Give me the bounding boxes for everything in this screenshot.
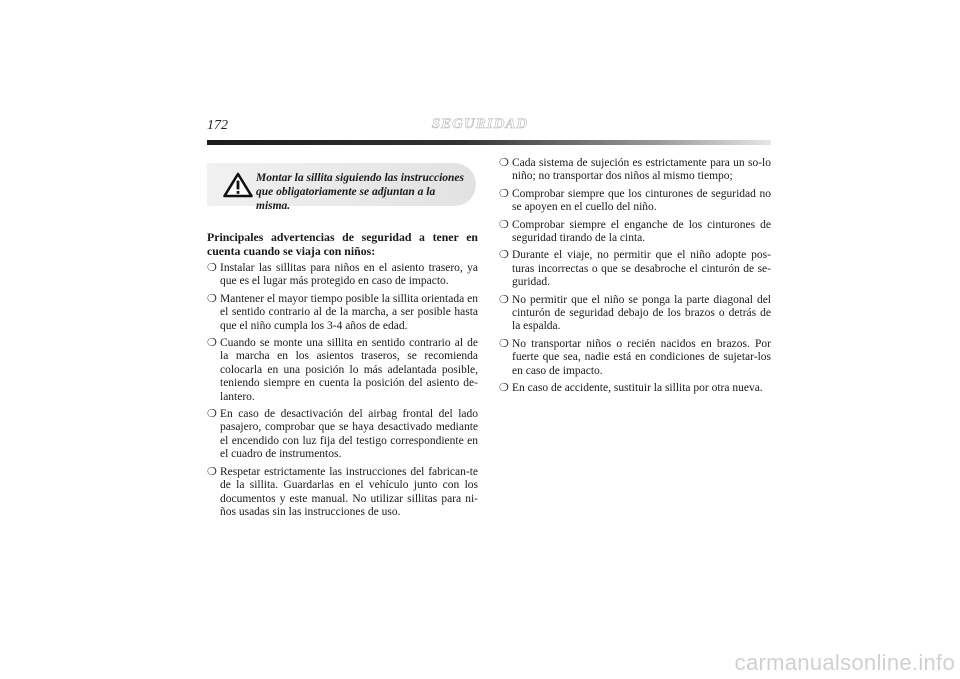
bullet-icon: ❍ [499,293,509,306]
bullet-icon: ❍ [207,337,217,350]
bullet-icon: ❍ [207,465,217,478]
left-column [207,230,478,523]
list-item [207,466,478,520]
list-item-text: Comprobar siempre el enganche de los cinturones de seguridad tirando de la cinta. [512,218,771,245]
list-item-text: No transportar niños o recién nacidos en brazos. Por fuerte que sea, nadie está en condiciones de sujetar-los en caso de impacto. [512,337,771,377]
list-item-text: En caso de desactivación del airbag frontal del lado pasajero, comprobar que se haya desactivado mediante el encendido con luz fija del testigo correspondiente en el cuadro de instrumentos. [220,408,478,461]
right-bullet-list [499,157,771,396]
bullet-icon: ❍ [499,382,509,395]
bullet-icon: ❍ [207,408,217,421]
section-title: SEGURIDAD [431,116,529,132]
list-item-text: Respetar estrictamente las instrucciones del fabrican-te de la sillita. Guardarlas en el vehículo junto con los documentos y este manual. No utilizar sillitas para ni-ños usadas sin las instrucciones de uso. [220,465,478,518]
list-item [207,408,478,462]
list-item [499,157,771,184]
list-item [499,188,771,215]
bullet-icon: ❍ [499,157,509,169]
warning-triangle-icon [223,172,253,198]
bullet-icon: ❍ [499,218,509,231]
list-item-text: No permitir que el niño se ponga la parte diagonal del cinturón de seguridad debajo de los brazos o detrás de la espalda. [512,293,771,333]
list-item [499,294,771,334]
bullet-icon: ❍ [499,187,509,200]
list-item-text: Cuando se monte una sillita en sentido contrario al de la marcha en los asientos traseros, se recomienda colocarla en una posición lo más adelantada posible, teniendo siempre en cuenta la posición del asiento de-lantero. [220,337,478,403]
bullet-icon: ❍ [207,262,217,274]
bullet-icon: ❍ [207,292,217,305]
list-item [499,338,771,378]
header-rule [207,140,771,145]
list-item-text: Instalar las sillitas para niños en el asiento trasero, ya que es el lugar más protegido en caso de impacto. [220,262,478,288]
left-bullet-list [207,262,478,519]
bullet-icon: ❍ [499,249,509,262]
list-item-text: Comprobar siempre que los cinturones de seguridad no se apoyen en el cuello del niño. [512,187,771,214]
bullet-icon: ❍ [499,337,509,350]
list-item [207,293,478,333]
list-item [499,382,771,395]
list-item-text: Durante el viaje, no permitir que el niño adopte pos-turas incorrectas o que se desabroche el cinturón de se-guridad. [512,249,771,289]
watermark: carmanualsonline.info [734,650,955,675]
list-item [207,262,478,289]
list-item [499,249,771,289]
section-subheading: Principales advertencias de seguridad a tener en cuenta cuando se viaja con niños: [207,230,478,258]
list-item-text: Mantener el mayor tiempo posible la sillita orientada en el sentido contrario al de la marcha, a ser posible hasta que el niño cumpla los 3-4 años de edad. [220,292,478,332]
warning-box [207,163,476,212]
right-column [499,157,771,400]
list-item [499,219,771,246]
list-item [207,337,478,404]
list-item-text: Cada sistema de sujeción es estrictamente para un so-lo niño; no transportar dos niños al mismo tiempo; [512,157,771,183]
page-number: 172 [207,118,228,133]
warning-text: Montar la sillita siguiendo las instrucciones que obligatoriamente se adjuntan a la misma. [256,172,465,212]
list-item-text: En caso de accidente, sustituir la sillita por otra nueva. [512,382,763,395]
